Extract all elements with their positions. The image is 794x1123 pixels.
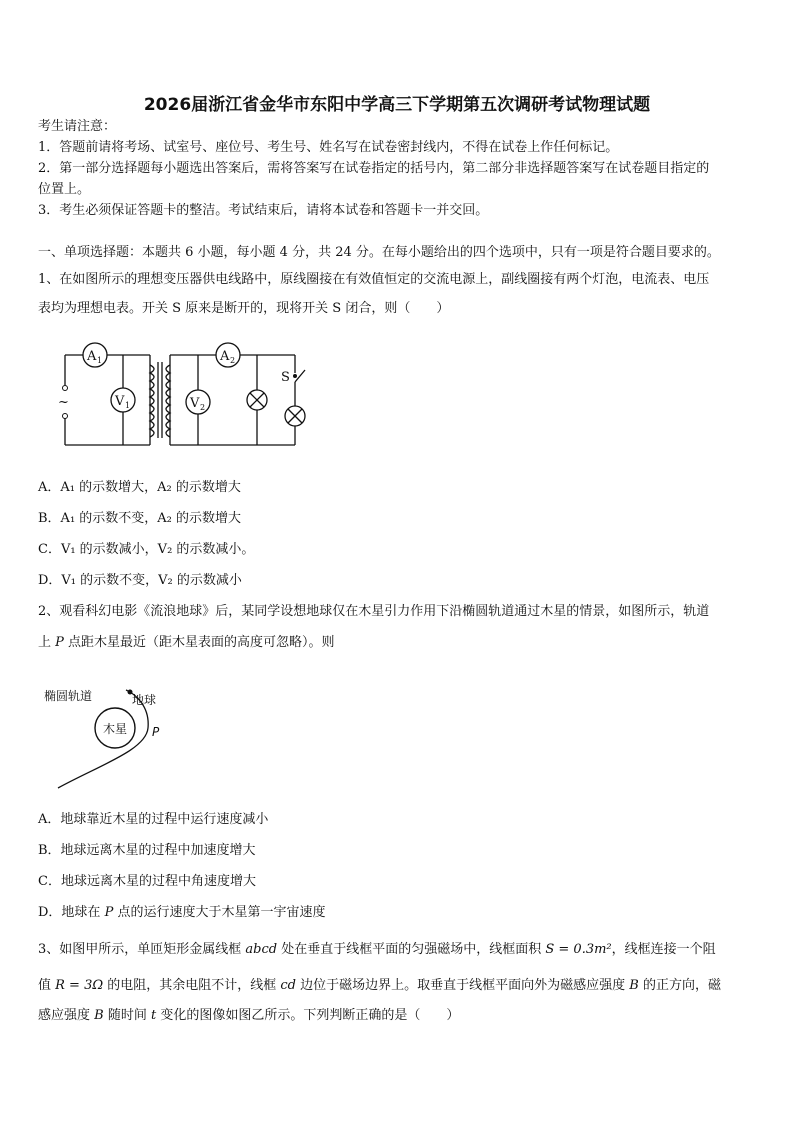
ammeter-a1-sub: 1: [97, 356, 103, 365]
voltmeter-v1-label: V: [115, 394, 125, 409]
q2-option-d: D．地球在 P 点的运行速度大于木星第一宇宙速度: [38, 905, 326, 920]
q2-orbit-figure: [40, 680, 180, 795]
q1-option-c: C．V₁ 的示数减小，V₂ 的示数减小。: [38, 542, 255, 557]
q3-stem-line-3: 感应强度 B 随时间 t 变化的图像如图乙所示。下列判断正确的是（ ）: [38, 1008, 460, 1023]
notice-item-2-line-2: 位置上。: [38, 182, 91, 197]
page-title: 2026届浙江省金华市东阳中学高三下学期第五次调研考试物理试题: [143, 95, 651, 115]
q1-option-a: A．A₁ 的示数增大，A₂ 的示数增大: [38, 480, 241, 495]
q1-stem-line-2: 表均为理想电表。开关 S 原来是断开的，现将开关 S 闭合，则（ ）: [38, 301, 450, 316]
jupiter-label: 木星: [103, 722, 128, 736]
voltmeter-v2-label: V: [190, 396, 200, 411]
ammeter-a1-label: A: [87, 349, 97, 364]
q2-stem-line-1: 2、观看科幻电影《流浪地球》后，某同学设想地球仅在木星引力作用下沿椭圆轨道通过木星的情景，如图所示，轨道: [38, 604, 710, 619]
earth-label: 地球: [132, 693, 157, 707]
q1-stem-line-1: 1、在如图所示的理想变压器供电线路中，原线圈接在有效值恒定的交流电源上，副线圈接有两个灯泡，电流表、电压: [38, 272, 710, 287]
ac-source-symbol: ~: [58, 395, 69, 410]
notice-heading: 考生请注意：: [38, 119, 117, 134]
section-heading: 一、单项选择题：本题共 6 小题，每小题 4 分，共 24 分。在每小题给出的四个选项中，只有一项是符合题目要求的。: [38, 245, 720, 260]
notice-item-1: 1．答题前请将考场、试室号、座位号、考生号、姓名写在试卷密封线内，不得在试卷上作任何标记。: [38, 140, 619, 155]
notice-item-2-line-1: 2．第一部分选择题每小题选出答案后，需将答案写在试卷指定的括号内，第二部分非选择题答案写在试卷题目指定的: [38, 161, 710, 176]
ammeter-a2-label: A: [220, 349, 230, 364]
q2-option-c: C．地球远离木星的过程中角速度增大: [38, 874, 256, 889]
q1-circuit-figure: [50, 340, 320, 455]
q2-stem-line-2: 上 P 点距木星最近（距木星表面的高度可忽略）。则: [38, 635, 335, 650]
q2-option-b: B．地球远离木星的过程中加速度增大: [38, 843, 256, 858]
notice-item-3: 3．考生必须保证答题卡的整洁。考试结束后，请将本试卷和答题卡一并交回。: [38, 203, 489, 218]
point-p-label: P: [152, 725, 160, 739]
switch-s-label: S: [281, 370, 290, 385]
q1-option-b: B．A₁ 的示数不变，A₂ 的示数增大: [38, 511, 242, 526]
q3-stem-line-1: 3、如图甲所示，单匝矩形金属线框 abcd 处在垂直于线框平面的匀强磁场中，线框面积 S = 0.3m²，线框连接一个阻: [38, 942, 716, 957]
q1-option-d: D．V₁ 的示数不变，V₂ 的示数减小: [38, 573, 242, 588]
ammeter-a2-sub: 2: [230, 356, 236, 365]
q2-option-a: A．地球靠近木星的过程中运行速度减小: [38, 812, 269, 827]
q3-stem-line-2: 值 R = 3Ω 的电阻，其余电阻不计，线框 cd 边位于磁场边界上。取垂直于线框平面向外为磁感应强度 B 的正方向，磁: [38, 978, 721, 993]
voltmeter-v1-sub: 1: [125, 401, 131, 410]
voltmeter-v2-sub: 2: [200, 403, 206, 412]
orbit-label: 椭圆轨道: [44, 689, 93, 703]
